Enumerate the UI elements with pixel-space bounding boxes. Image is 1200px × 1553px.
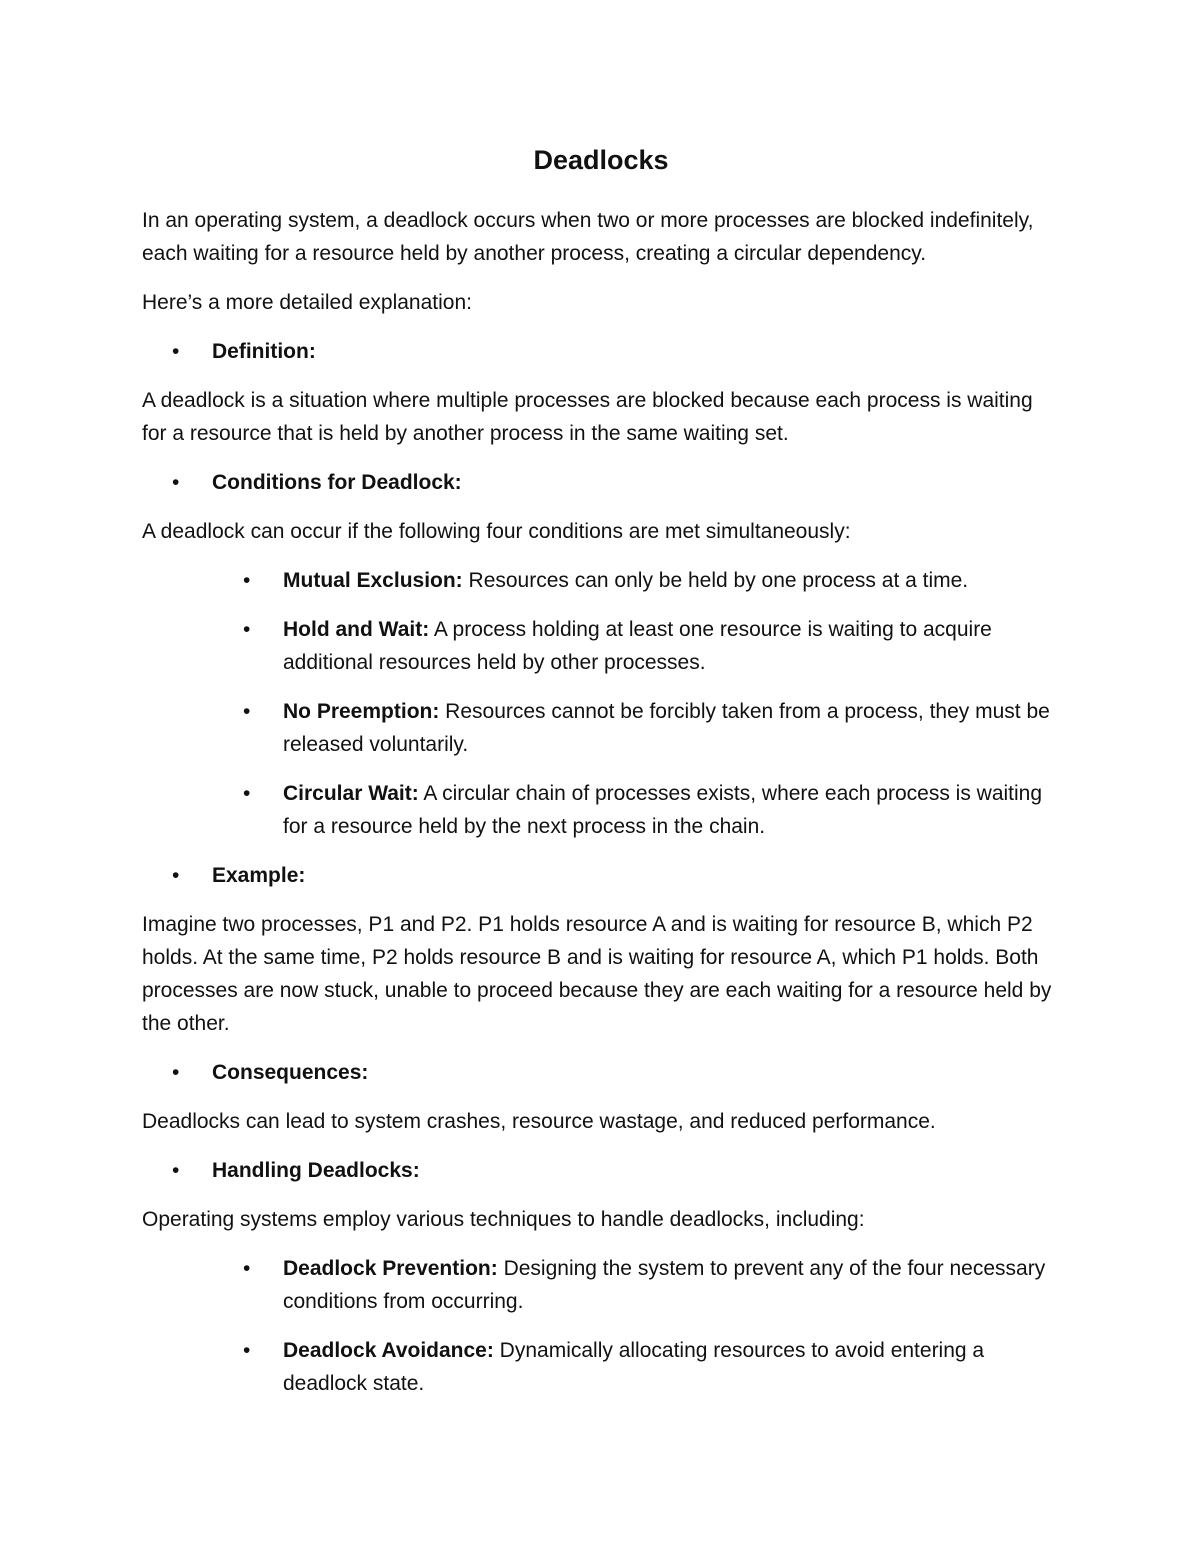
section-heading-consequences: • Consequences: bbox=[142, 1056, 1060, 1089]
condition-term: No Preemption: bbox=[283, 700, 440, 723]
technique-term: Deadlock Avoidance: bbox=[283, 1339, 494, 1362]
conditions-list bbox=[142, 564, 1060, 843]
condition-term: Circular Wait: bbox=[283, 782, 419, 805]
condition-item bbox=[142, 564, 1060, 597]
definition-paragraph: A deadlock is a situation where multiple processes are blocked because each process is waiting for a resource that is held by another process in the same waiting set. bbox=[142, 389, 1033, 445]
condition-item bbox=[142, 613, 1060, 679]
handling-list bbox=[142, 1252, 1060, 1400]
section-heading-example: • Example: bbox=[142, 859, 1060, 892]
handling-heading-list bbox=[142, 1154, 1060, 1187]
technique-term: Deadlock Prevention: bbox=[283, 1257, 498, 1280]
technique-desc: Designing the system to prevent any of the four necessary conditions from occurring. bbox=[283, 1257, 1046, 1313]
technique-item bbox=[142, 1252, 1060, 1318]
example-heading-list bbox=[142, 859, 1060, 892]
condition-desc: Resources can only be held by one process at a time. bbox=[462, 569, 969, 592]
technique-item bbox=[142, 1334, 1060, 1400]
condition-item bbox=[142, 777, 1060, 843]
condition-term: Mutual Exclusion: bbox=[283, 569, 463, 592]
condition-desc: Resources cannot be forcibly taken from a process, they must be released voluntarily. bbox=[283, 700, 1050, 756]
definition-list bbox=[142, 335, 1060, 368]
condition-term: Hold and Wait: bbox=[283, 618, 430, 641]
technique-desc: Dynamically allocating resources to avoid entering a deadlock state. bbox=[283, 1339, 985, 1395]
consequences-paragraph: Deadlocks can lead to system crashes, resource wastage, and reduced performance. bbox=[142, 1110, 936, 1133]
condition-desc: A process holding at least one resource is waiting to acquire additional resources held by other processes. bbox=[283, 618, 992, 674]
consequences-heading-list bbox=[142, 1056, 1060, 1089]
section-heading-conditions: • Conditions for Deadlock: bbox=[142, 466, 1060, 499]
handling-paragraph: Operating systems employ various techniques to handle deadlocks, including: bbox=[142, 1208, 865, 1231]
conditions-paragraph: A deadlock can occur if the following four conditions are met simultaneously: bbox=[142, 520, 851, 543]
condition-item bbox=[142, 695, 1060, 761]
intro-paragraph: In an operating system, a deadlock occurs when two or more processes are blocked indefinitely, each waiting for a resource held by another process, creating a circular dependency. bbox=[142, 209, 1034, 265]
example-paragraph: Imagine two processes, P1 and P2. P1 holds resource A and is waiting for resource B, which P2 holds. At the same time, P2 holds resource B and is waiting for resource A, which P1 holds. Both processes are now stuck, unable to proceed because they are each waiting for a resource held by the other. bbox=[142, 913, 1052, 1035]
condition-desc: A circular chain of processes exists, where each process is waiting for a resource held by the next process in the chain. bbox=[283, 782, 1043, 838]
document-title: Deadlocks bbox=[533, 145, 669, 175]
section-heading-handling: • Handling Deadlocks: bbox=[142, 1154, 1060, 1187]
section-heading-definition: • Definition: bbox=[142, 335, 1060, 368]
conditions-heading-list bbox=[142, 466, 1060, 499]
lead-paragraph: Here’s a more detailed explanation: bbox=[142, 291, 472, 314]
